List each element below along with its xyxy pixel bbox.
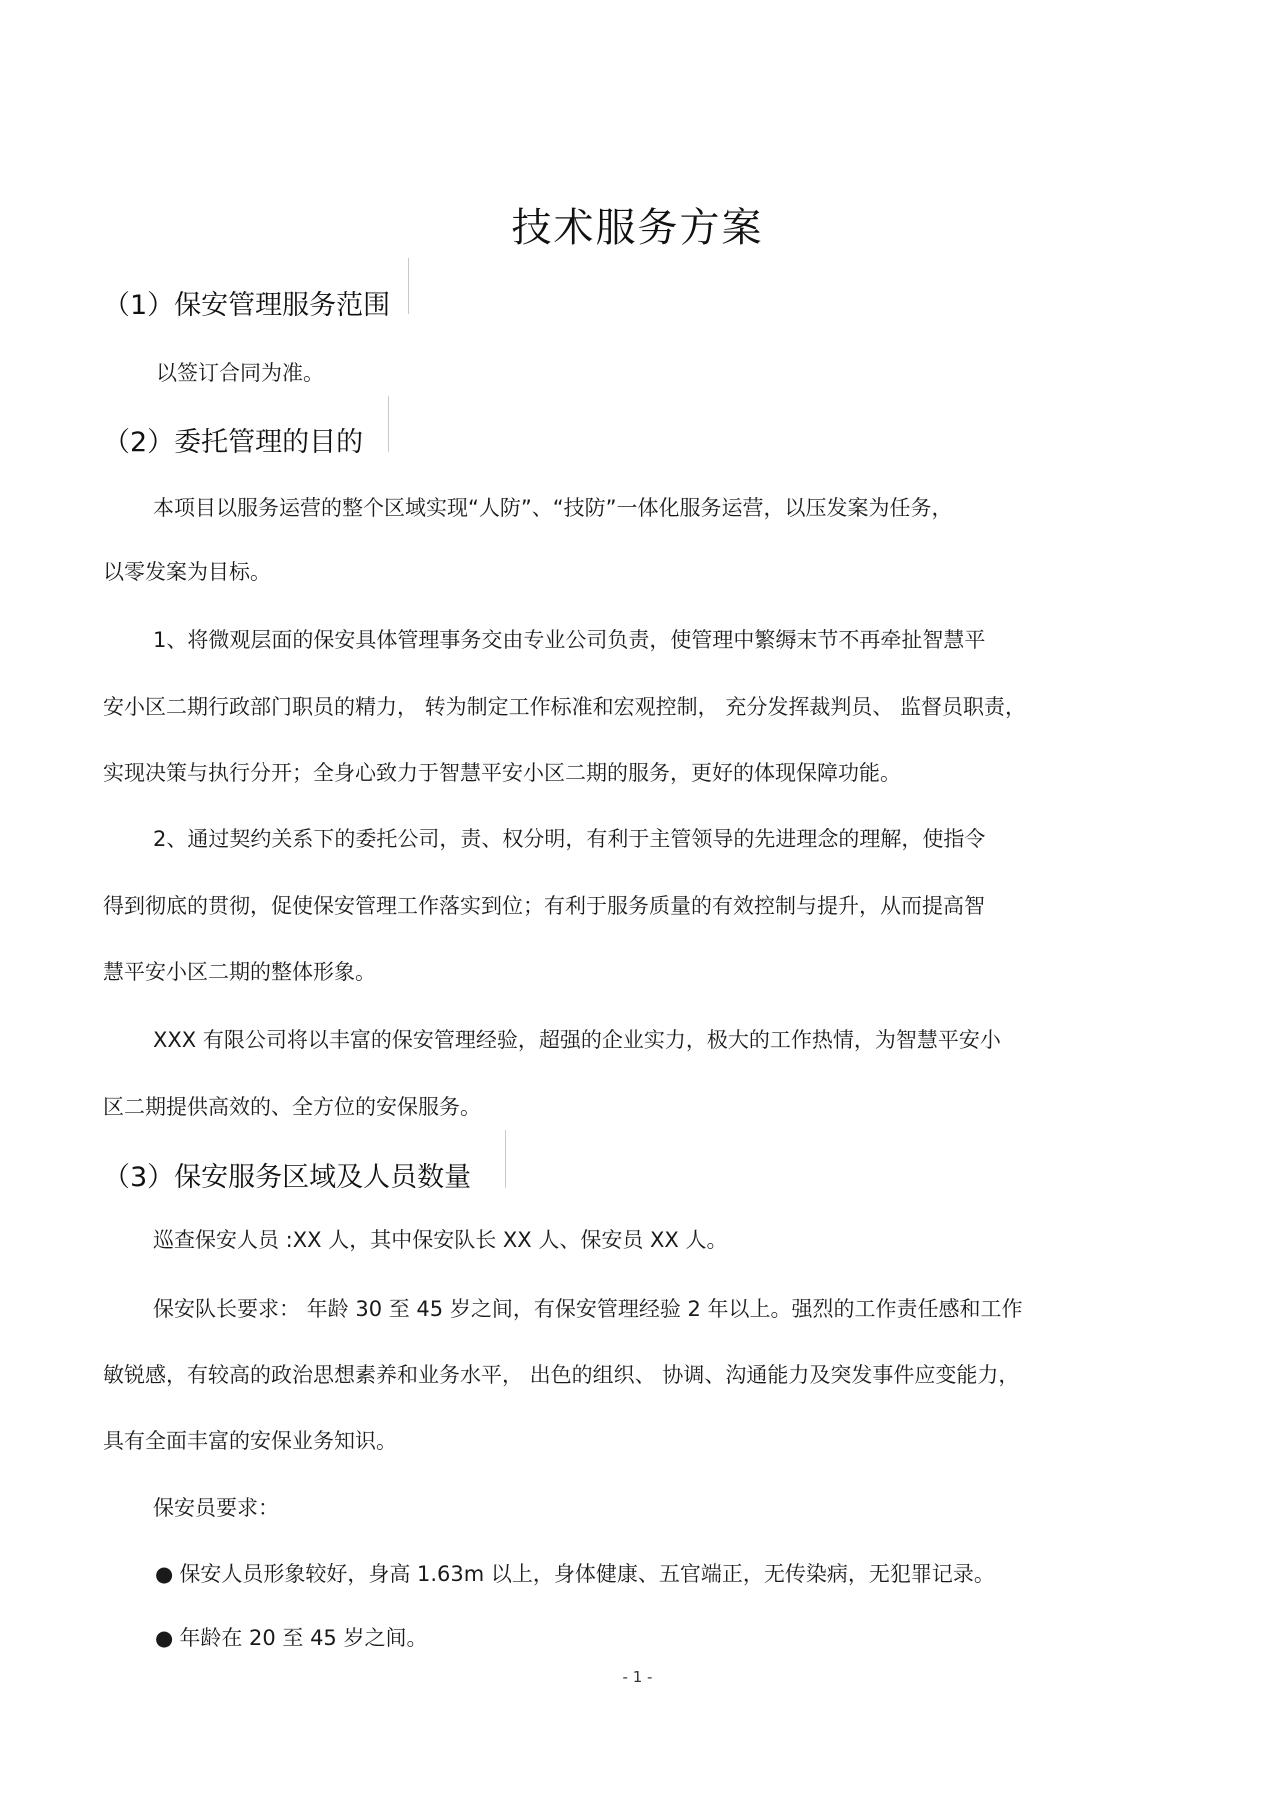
section-heading-3: （3）保安服务区域及人员数量 [103,1162,472,1193]
page-number: - 1 - [622,1668,653,1686]
heading-divider [505,1130,506,1188]
bullet-dot-icon: ● [155,1562,174,1586]
paragraph-line: 安小区二期行政部门职员的精力， 转为制定工作标准和宏观控制， 充分发挥裁判员、 监督员职责， [103,695,1027,719]
paragraph-line: 以签订合同为准。 [156,361,324,385]
paragraph-line: 保安队长要求： 年龄 30 至 45 岁之间，有保安管理经验 2 年以上。强烈的工作责任感和工作 [153,1297,1023,1321]
section-heading-1: （1）保安管理服务范围 [103,290,391,321]
bullet-text: 保安人员形象较好，身高 1.63m 以上，身体健康、五官端正，无传染病，无犯罪记录。 [179,1562,995,1586]
paragraph-line: 具有全面丰富的安保业务知识。 [103,1429,397,1453]
paragraph-line: XXX 有限公司将以丰富的保安管理经验，超强的企业实力，极大的工作热情，为智慧平安小 [153,1028,1001,1052]
bullet-dot-icon: ● [155,1626,174,1650]
bullet-item [155,1622,427,1652]
paragraph-line: 保安员要求： [153,1496,279,1520]
paragraph-line: 以零发案为目标。 [103,560,271,584]
paragraph-line: 得到彻底的贯彻，促使保安管理工作落实到位；有利于服务质量的有效控制与提升，从而提高智 [103,894,985,918]
bullet-item [155,1558,995,1588]
paragraph-line: 1、将微观层面的保安具体管理事务交由专业公司负责，使管理中繁缛末节不再牵扯智慧平 [153,628,986,652]
paragraph-line: 巡查保安人员 :XX 人，其中保安队长 XX 人、保安员 XX 人。 [153,1228,728,1252]
paragraph-line: 区二期提供高效的、全方位的安保服务。 [103,1095,481,1119]
heading-divider [388,396,389,452]
paragraph-line: 实现决策与执行分开；全身心致力于智慧平安小区二期的服务，更好的体现保障功能。 [103,761,901,785]
paragraph-line: 2、通过契约关系下的委托公司，责、权分明，有利于主管领导的先进理念的理解，使指令 [153,827,986,851]
bullet-text: 年龄在 20 至 45 岁之间。 [179,1626,428,1650]
document-title: 技术服务方案 [511,205,764,251]
paragraph-line: 本项目以服务运营的整个区域实现“人防”、“技防”一体化服务运营，以压发案为任务， [153,496,953,520]
section-heading-2: （2）委托管理的目的 [103,427,364,458]
heading-divider [408,258,409,314]
paragraph-line: 慧平安小区二期的整体形象。 [103,960,376,984]
paragraph-line: 敏锐感，有较高的政治思想素养和业务水平， 出色的组织、 协调、沟通能力及突发事件应变能力， [103,1363,1020,1387]
